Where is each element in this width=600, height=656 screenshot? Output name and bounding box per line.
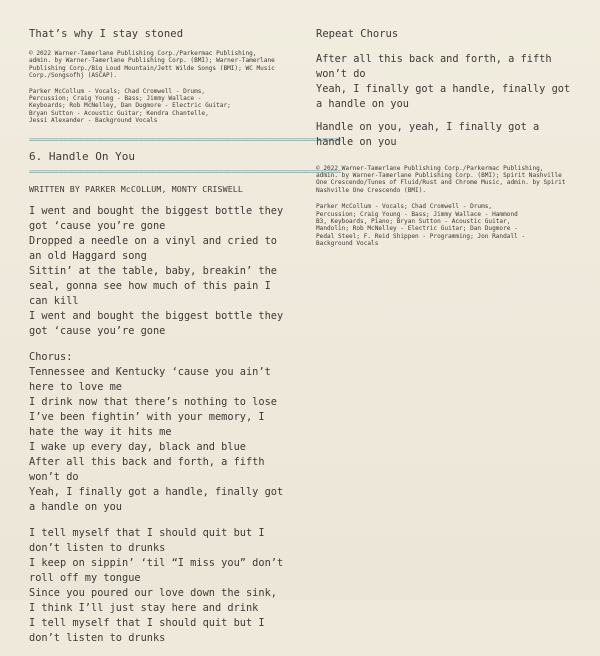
lyric-line: hate the way it hits me	[29, 425, 172, 438]
lyric-line: I went and bought the biggest bottle they	[29, 310, 284, 323]
publishing-credits: © 2022 Warner-Tamerlane Publishing Corp./Parkermac Publishing, admin. by Warner-Tamerlane Publishing Corp. (BMI); Spirit Nashville One Crescendo/Tunes of Fluid/Rust and Chrome Music, admin. by Spirit Nashville One Crescendo (BMI).	[316, 164, 566, 194]
lyric-line: I tell myself that I should quit but I	[29, 617, 265, 630]
songwriter-credit: WRITTEN BY PARKER McCOLLUM, MONTY CRISWELL	[29, 183, 243, 194]
lyric-line: Yeah, I finally got a handle, finally got	[316, 83, 571, 96]
previous-song-publishing-credits: © 2022 Warner-Tamerlane Publishing Corp./Parkermac Publishing, admin. by Warner-Tamerlane Publishing Corp. (BMI); Warner-Tamerlane Publishing Corp./Big Loud Mountain/Jett Wilde Songs (BMI); WC Music Corp./Songsofhj (ASCAP).	[29, 50, 275, 80]
lyric-line: I drink now that there’s nothing to lose	[29, 395, 277, 408]
outro-lyrics	[316, 52, 584, 151]
section-divider-top: ==========================================================================	[29, 134, 342, 144]
stanza-gap	[316, 112, 584, 120]
lyric-line: I went and bought the biggest bottle they	[29, 204, 284, 217]
lyric-line: After all this back and forth, a fifth	[29, 456, 265, 469]
lyric-line: Handle on you, yeah, I finally got a	[316, 121, 540, 134]
lyric-line: can kill	[29, 295, 79, 308]
lyric-line: I think I’ll just stay here and drink	[29, 602, 259, 614]
lyric-line: an old Haggard song	[29, 249, 147, 262]
lyric-line: don’t listen to drunks	[29, 632, 166, 645]
lyric-line: here to love me	[29, 380, 122, 393]
lyric-line: a handle on you	[29, 501, 122, 514]
lyric-line: a handle on you	[316, 98, 409, 111]
lyric-line: I tell myself that I should quit but I	[29, 526, 265, 539]
lyric-line: Since you poured our love down the sink,	[29, 586, 277, 599]
lyric-line: roll off my tongue	[29, 571, 141, 584]
lyric-line: I keep on sippin’ ‘til “I miss you” don’t	[29, 556, 284, 569]
lyric-line: seal, gonna see how much of this pain I	[29, 280, 271, 293]
section-divider-bottom: ==========================================================================	[29, 166, 342, 176]
chorus-label: Chorus:	[29, 350, 73, 363]
track-title: 6. Handle On You	[29, 149, 135, 163]
lyric-line: Tennessee and Kentucky ‘cause you ain’t	[29, 365, 271, 378]
lyric-line: got ‘cause you’re gone	[29, 219, 166, 232]
verse-1	[29, 204, 291, 340]
lyric-line: Sittin’ at the table, baby, breakin’ the	[29, 265, 277, 278]
repeat-chorus-label: Repeat Chorus	[316, 28, 399, 40]
lyric-line: won’t do	[29, 471, 79, 484]
personnel-credits: Parker McCollum - Vocals; Chad Cromwell - Drums, Percussion; Craig Young - Bass; Jimmy Wallace - Hammond B3, Keyboards, Piano; Bryan Sutton - Acoustic Guitar, Mandolin; Rob McNelley - Electric Guitar; Dan Dugmore - Pedal Steel; F. Reid Shippen - Programming; Jon Randall - Background Vocals	[316, 203, 526, 248]
lyric-line: I wake up every day, black and blue	[29, 441, 246, 454]
left-column	[29, 28, 342, 656]
lyric-line: got ‘cause you’re gone	[29, 325, 166, 338]
chorus	[29, 350, 291, 516]
lyric-line: After all this back and forth, a fifth	[316, 53, 552, 65]
right-column	[316, 28, 584, 248]
previous-song-last-line: That’s why I stay stoned	[29, 28, 184, 40]
lyric-line: I’ve been fightin’ with your memory, I	[29, 410, 265, 423]
lyric-line: Yeah, I finally got a handle, finally got	[29, 486, 284, 499]
verse-2	[29, 526, 291, 647]
lyric-line: don’t listen to drunks	[29, 541, 166, 554]
lyric-line: won’t do	[316, 68, 366, 81]
lyric-line: handle on you	[316, 136, 397, 149]
lyric-line: Dropped a needle on a vinyl and cried to	[29, 234, 277, 247]
lyrics	[29, 204, 291, 647]
previous-song-personnel: Parker McCollum - Vocals; Chad Cromwell - Drums, Percussion; Craig Young - Bass; Jimmy Wallace - Keyboards; Rob McNelley, Dan Dugmore - Electric Guitar; Bryan Sutton - Acoustic Guitar; Kendra Chantelle, Jessi Alexander - Background Vocals	[29, 87, 231, 125]
